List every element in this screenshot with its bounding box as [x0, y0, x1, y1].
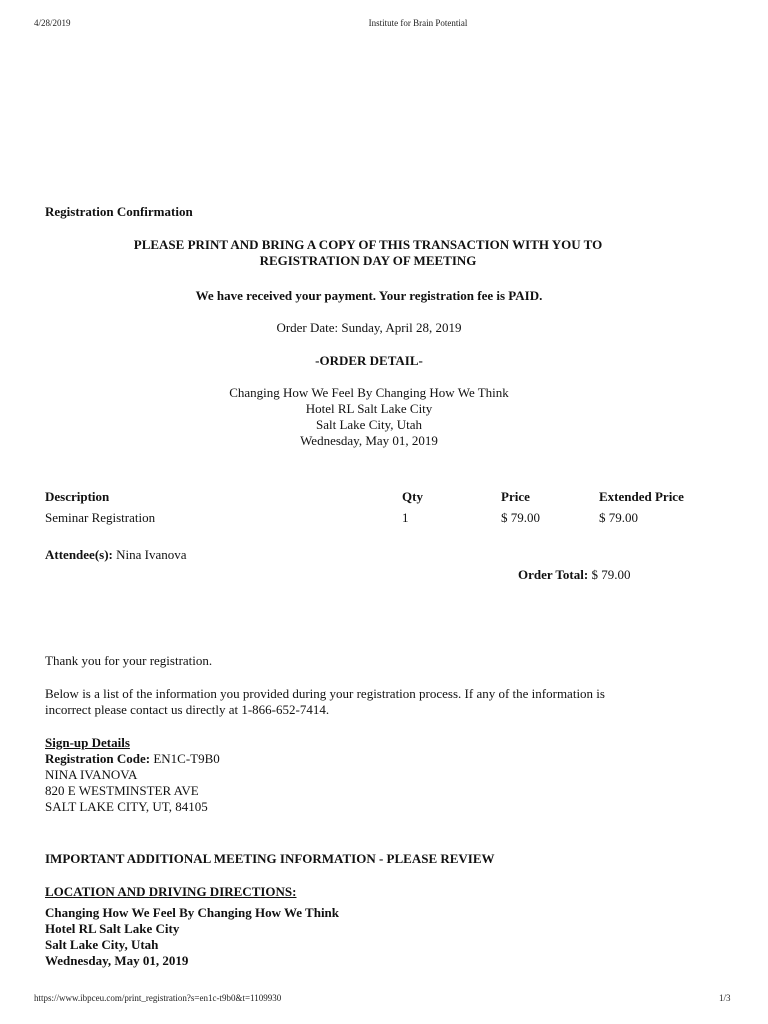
page-number: 1/3: [719, 993, 731, 1003]
signup-city: SALT LAKE CITY, UT, 84105: [45, 799, 208, 814]
row-extended-price: $ 79.00: [599, 510, 638, 525]
row-price: $ 79.00: [501, 510, 540, 525]
order-detail-heading: -ORDER DETAIL-: [315, 353, 423, 368]
page-title: Registration Confirmation: [45, 204, 193, 219]
directions-heading: LOCATION AND DRIVING DIRECTIONS:: [45, 884, 297, 899]
directions-block: [45, 884, 339, 969]
print-notice-line-1: PLEASE PRINT AND BRING A COPY OF THIS TRANSACTION WITH YOU TO: [133, 237, 603, 252]
directions-location: Salt Lake City, Utah: [45, 937, 159, 952]
print-date: 4/28/2019: [34, 18, 71, 28]
order-total-value: $ 79.00: [591, 567, 631, 582]
event-venue: Hotel RL Salt Lake City: [305, 401, 433, 416]
directions-title: Changing How We Feel By Changing How We Think: [45, 905, 340, 920]
attendees-value: Nina Ivanova: [116, 547, 187, 562]
directions-venue: Hotel RL Salt Lake City: [45, 921, 180, 936]
print-notice: [0, 237, 736, 269]
row-description: Seminar Registration: [45, 510, 156, 525]
directions-date: Wednesday, May 01, 2019: [45, 953, 189, 968]
signup-heading: Sign-up Details: [45, 735, 130, 750]
row-qty: 1: [402, 510, 409, 525]
order-date: Order Date: Sunday, April 28, 2019: [276, 320, 462, 335]
col-header-price: Price: [501, 489, 530, 504]
col-header-qty: Qty: [402, 489, 423, 504]
info-line-2: incorrect please contact us directly at 1-866-652-7414.: [45, 702, 330, 717]
signup-street: 820 E WESTMINSTER AVE: [45, 783, 199, 798]
print-url: https://www.ibpceu.com/print_registration?s=en1c-t9b0&t=1109930: [34, 993, 282, 1003]
registration-code-value: EN1C-T9B0: [153, 751, 220, 766]
print-title: Institute for Brain Potential: [368, 18, 468, 28]
registration-code-label: Registration Code:: [45, 751, 151, 766]
important-info-heading: IMPORTANT ADDITIONAL MEETING INFORMATION - PLEASE REVIEW: [45, 851, 495, 866]
info-paragraph: [45, 686, 605, 718]
event-title: Changing How We Feel By Changing How We Think: [229, 385, 509, 400]
thank-you-text: Thank you for your registration.: [45, 653, 213, 668]
col-header-description: Description: [45, 489, 110, 504]
info-line-1: Below is a list of the information you provided during your registration process. If any of the information is: [45, 686, 605, 701]
attendees-label: Attendee(s):: [45, 547, 113, 562]
event-details: [0, 385, 738, 449]
event-location: Salt Lake City, Utah: [315, 417, 423, 432]
order-total: [518, 567, 630, 583]
signup-name: NINA IVANOVA: [45, 767, 138, 782]
event-date: Wednesday, May 01, 2019: [300, 433, 438, 448]
order-total-label: Order Total:: [518, 567, 589, 582]
col-header-extended-price: Extended Price: [599, 489, 684, 504]
registration-code: [45, 751, 220, 767]
signup-details: [45, 735, 220, 815]
print-notice-line-2: REGISTRATION DAY OF MEETING: [259, 253, 477, 268]
attendees: [45, 547, 187, 563]
payment-status: We have received your payment. Your registration fee is PAID.: [195, 288, 543, 303]
